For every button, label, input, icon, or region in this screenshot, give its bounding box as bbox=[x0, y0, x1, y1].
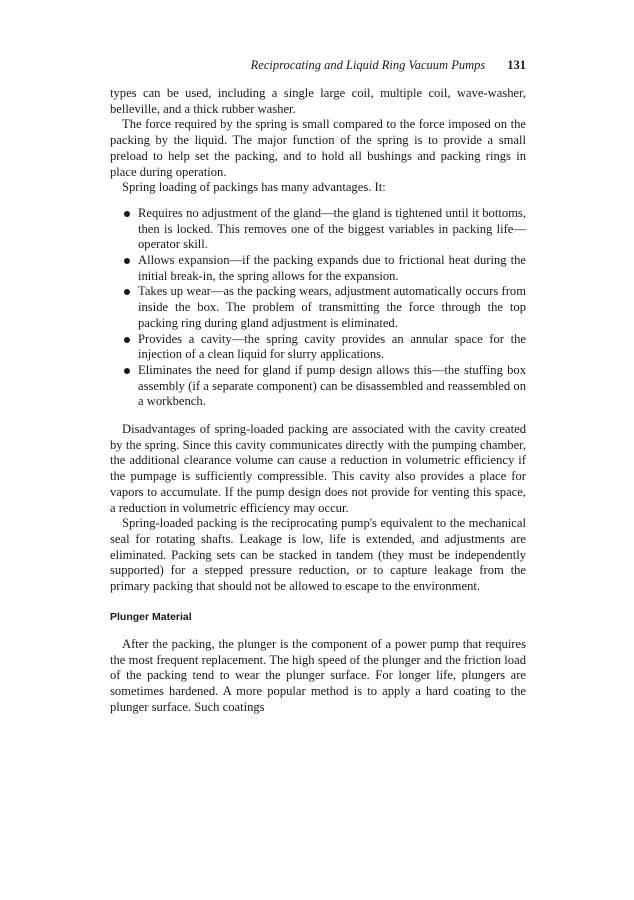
section-heading: Plunger Material bbox=[110, 610, 192, 623]
paragraph-plunger-material: After the packing, the plunger is the component of a power pump that requires the most frequent replacement. The high speed of the plunger and the friction load of the packing tend to wear the plunger surface. For longer life, plungers are sometimes hardened. A more popular method is to apply a hard coating to the plunger surface. Such coatings bbox=[110, 636, 526, 714]
bullet-icon bbox=[124, 368, 130, 374]
list-item-text: Provides a cavity—the spring cavity provides an annular space for the injection of a clean liquid for slurry applications. bbox=[138, 331, 526, 362]
paragraph-advantages-intro: Spring loading of packings has many advantages. It: bbox=[122, 180, 386, 195]
list-item bbox=[124, 253, 526, 284]
list-item-text: Takes up wear—as the packing wears, adjustment automatically occurs from inside the box. The problem of transmitting the force through the top packing ring during gland adjustment is eliminated. bbox=[138, 284, 526, 330]
bullet-icon bbox=[124, 337, 130, 343]
advantages-list bbox=[110, 206, 526, 410]
paragraph-disadvantages: Disadvantages of spring-loaded packing are associated with the cavity created by the spring. Since this cavity communicates directly with the pumping chamber, the additional clearance volume can cause a reduction in volumetric efficiency if the pumpage is sufficiently compressible. This cavity also provides a place for vapors to accumulate. If the pump design does not provide for venting this space, a reduction in volumetric efficiency may occur. bbox=[110, 422, 526, 515]
page-number: 131 bbox=[507, 58, 526, 72]
list-item bbox=[124, 206, 526, 253]
running-header bbox=[110, 58, 526, 73]
bullet-icon bbox=[124, 211, 130, 217]
list-item-text: Eliminates the need for gland if pump design allows this—the stuffing box assembly (if a separate component) can be disassembled and reassembled on a workbench. bbox=[138, 362, 526, 409]
running-title: Reciprocating and Liquid Ring Vacuum Pumps bbox=[250, 58, 486, 72]
list-item bbox=[124, 332, 526, 363]
list-item-text: Allows expansion—if the packing expands due to frictional heat during the initial break-in, the spring allows for the expansion. bbox=[138, 253, 526, 283]
list-item-text: Requires no adjustment of the gland—the gland is tightened until it bottoms, then is locked. This removes one of the biggest variables in packing life—operator skill. bbox=[138, 205, 526, 252]
list-item bbox=[124, 363, 526, 410]
paragraph-spring-force: The force required by the spring is small compared to the force imposed on the packing by the liquid. The major function of the spring is to provide a small preload to help set the packing, and to hold all bushings and packing rings in place during operation. bbox=[110, 117, 526, 179]
list-item bbox=[124, 284, 526, 331]
paragraph-spring-types: types can be used, including a single large coil, multiple coil, wave-washer, belleville, and a thick rubber washer. bbox=[110, 86, 526, 116]
paragraph-mechanical-seal: Spring-loaded packing is the reciprocating pump's equivalent to the mechanical seal for rotating shafts. Leakage is low, life is extended, and adjustments are eliminated. Packing sets can be stacked in tandem (they must be independently supported) for a stepped pressure reduction, or to capture leakage from the primary packing that should not be allowed to escape to the environment. bbox=[110, 516, 526, 594]
page bbox=[110, 58, 526, 715]
bullet-icon bbox=[124, 289, 130, 295]
bullet-icon bbox=[124, 258, 130, 264]
